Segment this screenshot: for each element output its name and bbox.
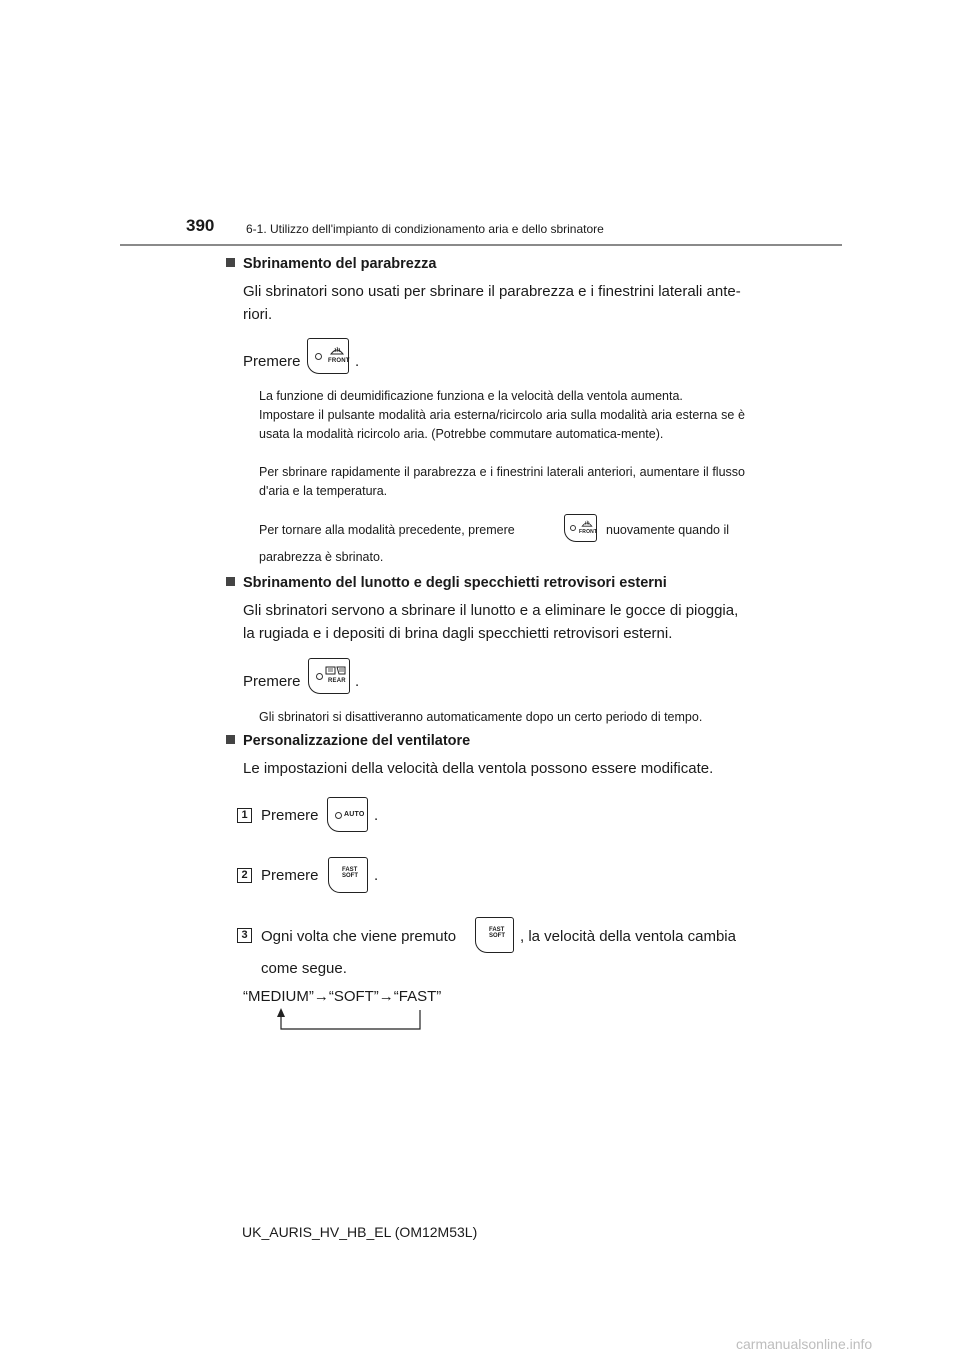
indicator-icon <box>315 353 322 360</box>
step-3-text-line2: come segue. <box>261 960 347 977</box>
bullet-square-icon <box>226 577 235 586</box>
rear-press-label: Premere <box>243 673 301 690</box>
bullet-square-icon <box>226 258 235 267</box>
auto-button-label: AUTO <box>344 811 365 818</box>
fast-label: FAST <box>489 927 505 933</box>
step-2-text: Premere <box>261 867 319 884</box>
front-defrost-button-inline[interactable] <box>564 514 597 542</box>
windshield-note-2: Impostare il pulsante modalità aria esterna/ricircolo aria sulla modalità aria esterna se è usata la modalità ricircolo aria. (Potrebbe commutare automatica-mente). <box>259 408 745 441</box>
indicator-icon <box>335 812 342 819</box>
model-code: UK_AURIS_HV_HB_EL (OM12M53L) <box>242 1224 478 1240</box>
fan-body: Le impostazioni della velocità della ventola possono essere modificate. <box>243 760 714 777</box>
soft-label: SOFT <box>489 933 505 939</box>
windshield-body-line-1: Gli sbrinatori sono usati per sbrinare il parabrezza e i finestrini laterali ante- <box>243 283 741 300</box>
step-number-2: 2 <box>237 868 252 883</box>
windshield-defrost-icon <box>581 519 593 527</box>
step-2-end: . <box>374 867 379 884</box>
step-1-end: . <box>374 807 379 824</box>
rear-note: Gli sbrinatori si disattiveranno automaticamente dopo un certo periodo di tempo. <box>259 710 703 724</box>
step-number-1: 1 <box>237 808 252 823</box>
loop-arrow-icon <box>272 1006 424 1032</box>
step-3-text-after: , la velocità della ventola cambia <box>520 928 736 945</box>
windshield-press-end: . <box>355 353 360 370</box>
heading-fan-customization: Personalizzazione del ventilatore <box>226 733 470 749</box>
step-3-text: Ogni volta che viene premuto <box>261 928 457 945</box>
fan-fast-soft-button[interactable] <box>328 857 368 893</box>
page-number: 390 <box>186 216 215 235</box>
rear-press-end: . <box>355 673 360 690</box>
fast-label: FAST <box>342 867 358 873</box>
soft-label: SOFT <box>342 873 358 879</box>
indicator-icon <box>570 525 576 531</box>
indicator-icon <box>316 673 323 680</box>
rear-body-line-1: Gli sbrinatori servono a sbrinare il lunotto e a eliminare le gocce di pioggia, <box>243 602 739 619</box>
windshield-note-3: Per sbrinare rapidamente il parabrezza e i finestrini laterali anteriori, aumentare il flusso d'aria e la temperatura. <box>259 465 745 498</box>
front-button-label: FRONT <box>579 529 598 535</box>
section-title: 6-1. Utilizzo dell'impianto di condizionamento aria e dello sbrinatore <box>246 222 604 236</box>
windshield-press-label: Premere <box>243 353 301 370</box>
windshield-return-note-line2: parabrezza è sbrinato. <box>259 550 384 564</box>
step-1-text: Premere <box>261 807 319 824</box>
windshield-defrost-icon <box>330 345 344 355</box>
windshield-return-note-after: nuovamente quando il <box>606 523 730 537</box>
watermark: carmanualsonline.info <box>736 1336 873 1352</box>
rear-button-label: REAR <box>328 678 346 684</box>
front-defrost-button[interactable] <box>307 338 349 374</box>
front-button-label: FRONT <box>328 358 350 364</box>
heading-rear-defrost: Sbrinamento del lunotto e degli specchietti retrovisori esterni <box>226 575 667 591</box>
windshield-return-note-before: Per tornare alla modalità precedente, premere <box>259 523 515 537</box>
header-divider <box>120 244 842 246</box>
heading-windshield-defrost: Sbrinamento del parabrezza <box>226 256 436 272</box>
rear-mirror-defrost-icon <box>325 666 347 676</box>
fan-speed-sequence: “MEDIUM”→“SOFT”→“FAST” <box>243 988 442 1005</box>
rear-defrost-button[interactable] <box>308 658 350 694</box>
bullet-square-icon <box>226 735 235 744</box>
windshield-note-1: La funzione di deumidificazione funziona e la velocità della ventola aumenta. <box>259 389 683 403</box>
windshield-body-line-2: riori. <box>243 306 273 323</box>
fan-fast-soft-button-inline[interactable] <box>475 917 514 953</box>
rear-body-line-2: la rugiada e i depositi di brina dagli specchietti retrovisori esterni. <box>243 625 673 642</box>
auto-button[interactable] <box>327 797 368 832</box>
step-number-3: 3 <box>237 928 252 943</box>
